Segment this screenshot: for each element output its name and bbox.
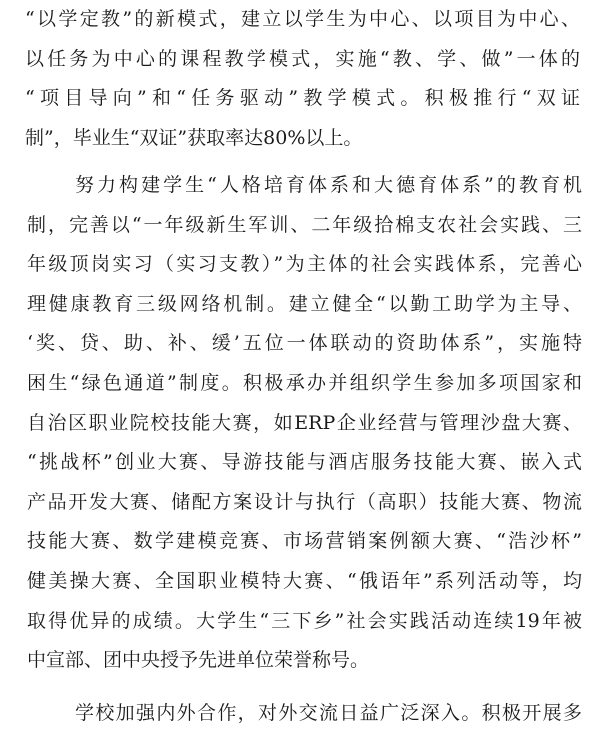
text-line: “项目导向”和“任务驱动”教学模式。积极推行“双证	[25, 87, 580, 110]
text-line: 困生“绿色通道”制度。积极承办并组织学生参加多项国家和	[27, 371, 582, 394]
text-line: 制，完善以“一年级新生军训、二年级拾棉支农社会实践、三	[27, 213, 582, 236]
text-line: 学校加强内外合作，对外交流日益广泛深入。积极开展多	[75, 702, 582, 724]
text-line: 取得优异的成绩。大学生“三下乡”社会实践活动连续19年被	[27, 609, 582, 632]
paragraph-moral-education	[0, 166, 609, 681]
text-line: ‘奖、贷、助、补、缓’五位一体联动的资助体系”，实施特	[27, 332, 582, 355]
text-line: 中宣部、团中央授予先进单位荣誉称号。	[27, 649, 370, 672]
text-line: 健美操大赛、全国职业模特大赛、“俄语年”系列活动等，均	[27, 569, 582, 592]
text-line: 制”，毕业生“双证”获取率达80%以上。	[25, 126, 363, 149]
text-line: “以学定教”的新模式，建立以学生为中心、以项目为中心、	[25, 8, 580, 30]
text-line: 理健康教育三级网络机制。建立健全“以勤工助学为主导、	[27, 292, 582, 315]
text-line: 年级顶岗实习（实习支教）”为主体的社会实践体系，完善心	[27, 253, 582, 276]
text-line: 技能大赛、数学建模竞赛、市场营销案例额大赛、“浩沙杯”	[27, 530, 582, 553]
text-line: 以任务为中心的课程教学模式，实施“教、学、做”一体的	[25, 47, 580, 70]
paragraph-cooperation	[0, 694, 609, 732]
text-line: “挑战杯”创业大赛、导游技能与酒店服务技能大赛、嵌入式	[27, 451, 582, 474]
paragraph-teaching-mode	[0, 0, 609, 158]
text-line: 努力构建学生“人格培育体系和大德育体系”的教育机	[75, 174, 582, 196]
text-line: 自治区职业院校技能大赛，如ERP企业经营与管理沙盘大赛、	[27, 411, 582, 434]
text-line: 产品开发大赛、储配方案设计与执行（高职）技能大赛、物流	[27, 490, 582, 513]
